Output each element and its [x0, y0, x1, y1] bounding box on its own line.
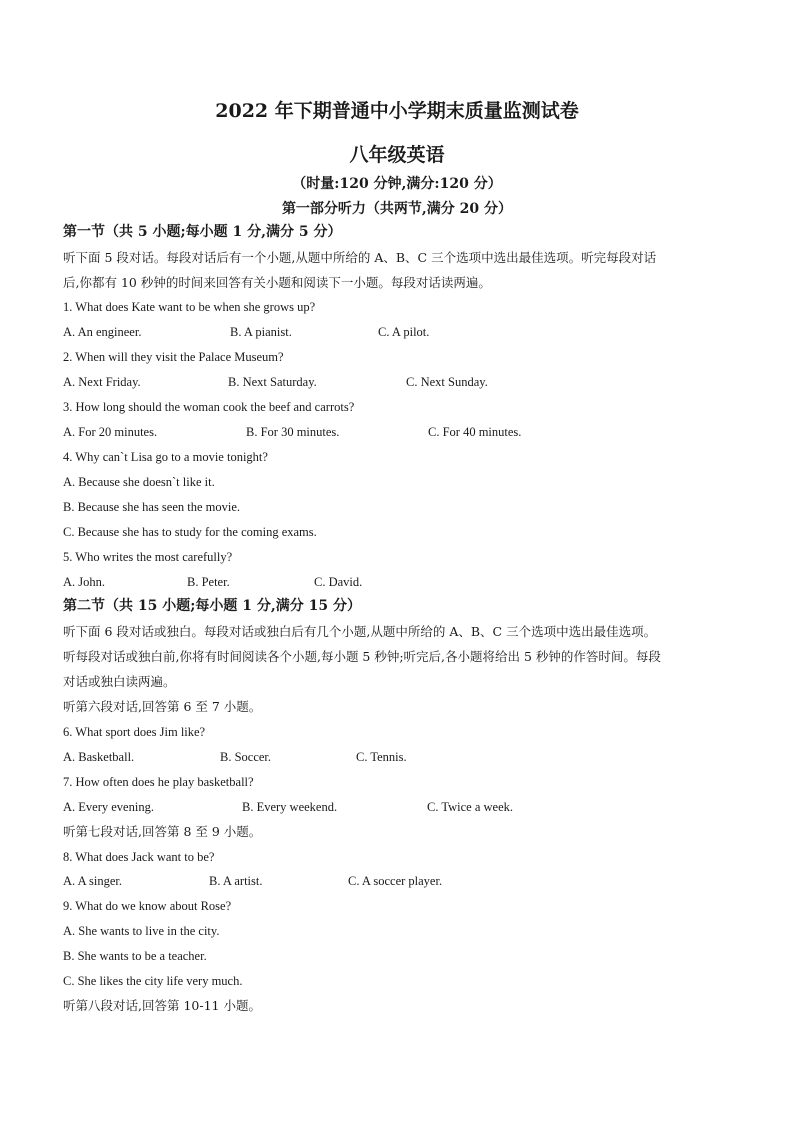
- question-5-option-c: C. David.: [314, 575, 363, 589]
- question-4-option-c: C. Because she has to study for the coming exams.: [63, 525, 317, 539]
- question-8-stem: 8. What does Jack want to be?: [63, 850, 215, 864]
- part-title: 第一部分听力（共两节,满分 20 分）: [281, 201, 513, 217]
- dialog-7-intro: 听第七段对话,回答第 8 至 9 小题。: [63, 824, 262, 839]
- question-1-stem: 1. What does Kate want to be when she grows up?: [63, 300, 316, 314]
- question-3-option-b: B. For 30 minutes.: [246, 425, 340, 439]
- question-2-option-b: B. Next Saturday.: [228, 375, 317, 389]
- dialog-6-intro: 听第六段对话,回答第 6 至 7 小题。: [63, 699, 262, 714]
- question-6-stem: 6. What sport does Jim like?: [63, 725, 206, 739]
- question-7-stem: 7. How often does he play basketball?: [63, 775, 254, 789]
- question-8-option-b: B. A artist.: [209, 874, 263, 888]
- question-4-option-b: B. Because she has seen the movie.: [63, 500, 241, 514]
- question-7-option-a: A. Every evening.: [63, 800, 154, 814]
- question-4-option-a: A. Because she doesn`t like it.: [63, 475, 215, 489]
- question-1-option-b: B. A pianist.: [230, 325, 292, 339]
- question-5-stem: 5. Who writes the most carefully?: [63, 550, 233, 564]
- section1-heading: 第一节（共 5 小题;每小题 1 分,满分 5 分）: [63, 224, 342, 240]
- question-1-option-a: A. An engineer.: [63, 325, 142, 339]
- section2-instruction-line-1: 听下面 6 段对话或独白。每段对话或独白后有几个小题,从题中所给的 A、B、C 三个选项中选出最佳选项。: [63, 624, 657, 639]
- question-7-option-c: C. Twice a week.: [427, 800, 514, 814]
- question-9-option-a: A. She wants to live in the city.: [63, 924, 220, 938]
- question-7-option-b: B. Every weekend.: [242, 800, 338, 814]
- question-2-stem: 2. When will they visit the Palace Museum?: [63, 350, 284, 364]
- time-info: （时量:120 分钟,满分:120 分）: [292, 176, 502, 192]
- question-9-option-b: B. She wants to be a teacher.: [63, 949, 207, 963]
- question-4-stem: 4. Why can`t Lisa go to a movie tonight?: [63, 450, 268, 464]
- exam-subtitle: 八年级英语: [349, 144, 445, 166]
- question-3-option-a: A. For 20 minutes.: [63, 425, 158, 439]
- question-3-option-c: C. For 40 minutes.: [428, 425, 522, 439]
- section1-instruction-line-1: 听下面 5 段对话。每段对话后有一个小题,从题中所给的 A、B、C 三个选项中选出最佳选项。听完每段对话: [63, 250, 657, 265]
- question-2-option-a: A. Next Friday.: [63, 375, 141, 389]
- question-9-option-c: C. She likes the city life very much.: [63, 974, 243, 988]
- question-8-option-a: A. A singer.: [63, 874, 123, 888]
- question-5-option-a: A. John.: [63, 575, 106, 589]
- section1-instruction-line-2: 后,你都有 10 秒钟的时间来回答有关小题和阅读下一小题。每段对话读两遍。: [63, 275, 491, 290]
- question-3-stem: 3. How long should the woman cook the beef and carrots?: [63, 400, 355, 414]
- question-6-option-b: B. Soccer.: [220, 750, 272, 764]
- question-5-option-b: B. Peter.: [187, 575, 230, 589]
- question-6-option-a: A. Basketball.: [63, 750, 135, 764]
- question-9-stem: 9. What do we know about Rose?: [63, 899, 232, 913]
- section2-instruction-line-3: 对话或独白读两遍。: [63, 674, 176, 689]
- section2-instruction-line-2: 听每段对话或独白前,你将有时间阅读各个小题,每小题 5 秒钟;听完后,各小题将给出 5 秒钟的作答时间。每段: [63, 649, 661, 664]
- exam-title: 2022 年下期普通中小学期末质量监测试卷: [215, 100, 579, 122]
- question-6-option-c: C. Tennis.: [356, 750, 407, 764]
- section2-heading: 第二节（共 15 小题;每小题 1 分,满分 15 分）: [63, 598, 361, 614]
- question-2-option-c: C. Next Sunday.: [406, 375, 488, 389]
- dialog-8-intro: 听第八段对话,回答第 10-11 小题。: [63, 998, 261, 1013]
- question-1-option-c: C. A pilot.: [378, 325, 430, 339]
- question-8-option-c: C. A soccer player.: [348, 874, 443, 888]
